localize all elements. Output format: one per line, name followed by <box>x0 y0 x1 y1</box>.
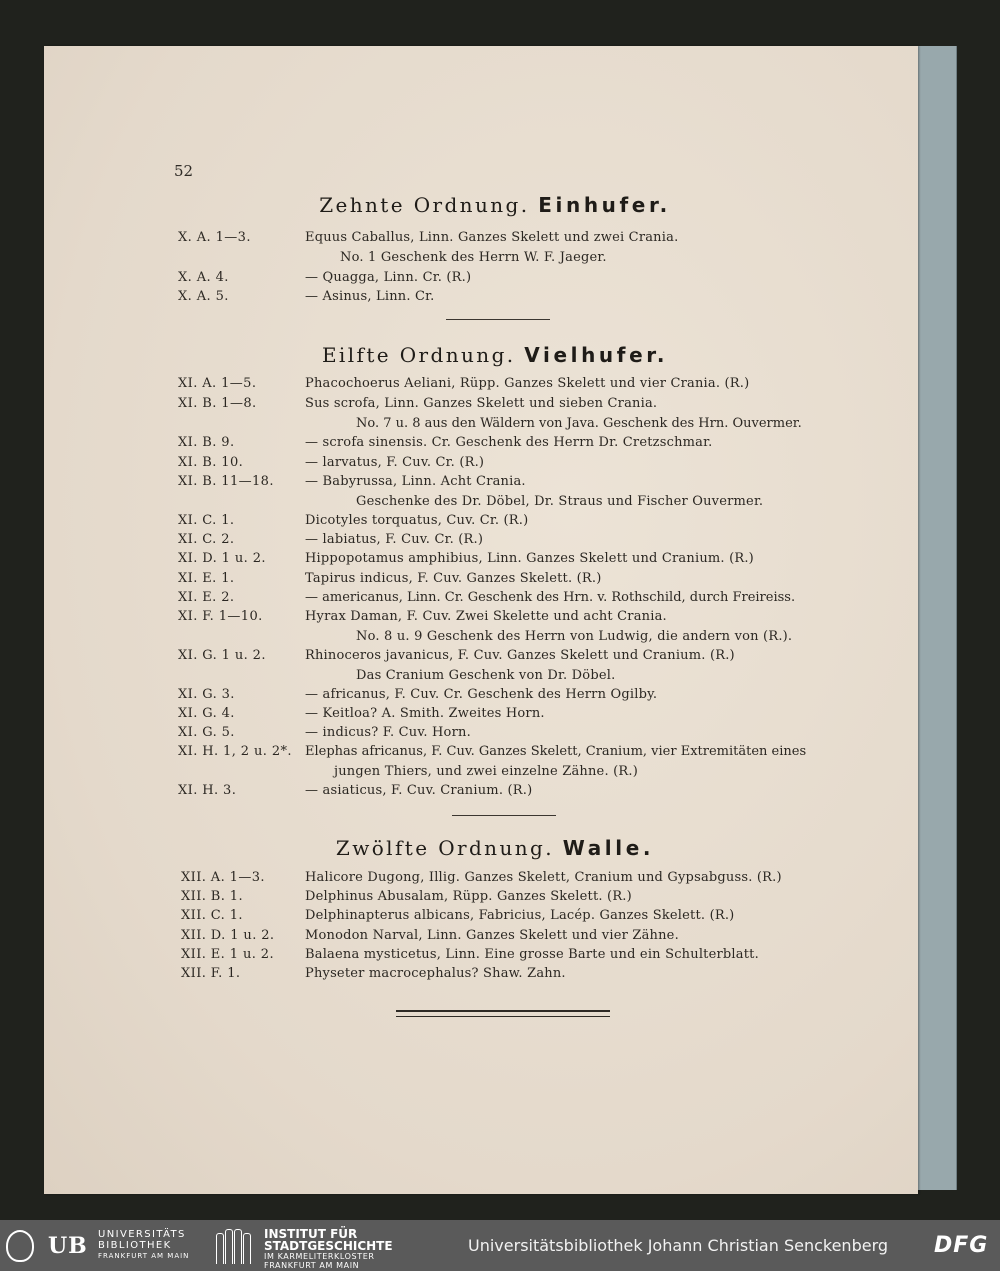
library-name: Universitätsbibliothek Johann Christian Senckenberg <box>468 1236 889 1255</box>
list-item <box>0 725 1000 745</box>
entry-code: XI. E. 1. <box>178 571 235 586</box>
entry-code: X. A. 4. <box>178 270 229 285</box>
entry-code: XI. A. 1—5. <box>178 376 257 391</box>
list-item <box>0 532 1000 552</box>
entry-text: Delphinapterus albicans, Fabricius, Lacép. Ganzes Skelett. (R.) <box>305 908 735 923</box>
list-item <box>0 396 1000 431</box>
list-item <box>0 889 1000 909</box>
list-item <box>0 870 1000 890</box>
entry-code: XI. D. 1 u. 2. <box>178 551 266 566</box>
entry-code: XI. B. 9. <box>178 435 235 450</box>
section-heading-zwoelfte <box>0 836 990 860</box>
entry-text: Halicore Dugong, Illig. Ganzes Skelett, Cranium und Gypsabguss. (R.) <box>305 870 782 885</box>
entry-code: XI. G. 1 u. 2. <box>178 648 266 663</box>
entry-code: XI. G. 3. <box>178 687 235 702</box>
list-item <box>0 455 1000 475</box>
entry-code: XI. B. 1—8. <box>178 396 257 411</box>
entry-text: — larvatus, F. Cuv. Cr. (R.) <box>305 455 485 470</box>
section-divider <box>446 319 550 320</box>
entry-code: XI. G. 5. <box>178 725 235 740</box>
entry-text: Hyrax Daman, F. Cuv. Zwei Skelette und acht Crania. <box>305 609 667 624</box>
list-item <box>0 376 1000 396</box>
list-item <box>0 230 1000 265</box>
ub-logo-text <box>98 1229 189 1262</box>
footer-bar <box>0 1220 1000 1271</box>
list-item <box>0 966 1000 986</box>
list-item <box>0 648 1000 683</box>
entry-continuation: jungen Thiers, und zwei einzelne Zähne. (R.) <box>334 764 638 779</box>
entry-code: XII. D. 1 u. 2. <box>181 928 275 943</box>
isg-line-1: INSTITUT FÜR <box>264 1227 358 1241</box>
entry-continuation: No. 7 u. 8 aus den Wäldern von Java. Geschenk des Hrn. Ouvermer. <box>356 416 802 431</box>
entry-text: Sus scrofa, Linn. Ganzes Skelett und sieben Crania. <box>305 396 658 411</box>
list-item <box>0 744 1000 779</box>
section-heading-prefix: Zwölfte Ordnung. <box>335 836 554 860</box>
isg-logo-text <box>264 1228 393 1270</box>
entry-text: Rhinoceros javanicus, F. Cuv. Ganzes Skelett und Cranium. (R.) <box>305 648 735 663</box>
entry-code: XII. C. 1. <box>181 908 243 923</box>
section-heading-name: Walle. <box>562 836 655 860</box>
list-item <box>0 908 1000 928</box>
entry-code: XI. B. 11—18. <box>178 474 274 489</box>
entry-code: XI. H. 1, 2 u. 2*. <box>178 744 292 759</box>
entry-code: XII. B. 1. <box>181 889 244 904</box>
entry-text: Tapirus indicus, F. Cuv. Ganzes Skelett. (R.) <box>305 571 602 586</box>
entry-text: Hippopotamus amphibius, Linn. Ganzes Skelett und Cranium. (R.) <box>305 551 754 566</box>
entry-continuation: Geschenke des Dr. Döbel, Dr. Straus und Fischer Ouvermer. <box>356 494 764 509</box>
entry-code: XI. C. 2. <box>178 532 235 547</box>
end-double-rule <box>396 1010 610 1017</box>
entry-text: Physeter macrocephalus? Shaw. Zahn. <box>305 966 566 981</box>
isg-line-4: FRANKFURT AM MAIN <box>264 1261 360 1270</box>
entry-code: X. A. 1—3. <box>178 230 251 245</box>
isg-arches-icon <box>214 1228 254 1264</box>
list-item <box>0 590 1000 610</box>
list-item <box>0 551 1000 571</box>
entry-code: XI. C. 1. <box>178 513 235 528</box>
entry-text: — labiatus, F. Cuv. Cr. (R.) <box>305 532 484 547</box>
list-item <box>0 435 1000 455</box>
page-number: 52 <box>174 162 194 180</box>
entry-continuation: No. 1 Geschenk des Herrn W. F. Jaeger. <box>340 250 607 265</box>
entry-text: Equus Caballus, Linn. Ganzes Skelett und zwei Crania. <box>305 230 679 245</box>
entry-continuation: Das Cranium Geschenk von Dr. Döbel. <box>356 668 616 683</box>
list-item <box>0 706 1000 726</box>
section-divider <box>452 815 556 816</box>
entry-text: — indicus? F. Cuv. Horn. <box>305 725 471 740</box>
entry-code: XI. G. 4. <box>178 706 235 721</box>
entry-code: XI. H. 3. <box>178 783 237 798</box>
ub-line-2: BIBLIOTHEK <box>98 1240 172 1251</box>
entry-code: XI. E. 2. <box>178 590 235 605</box>
section-heading-zehnte <box>0 193 990 217</box>
entry-text: Delphinus Abusalam, Rüpp. Ganzes Skelett. (R.) <box>305 889 632 904</box>
entry-code: XII. F. 1. <box>181 966 241 981</box>
list-item <box>0 270 1000 290</box>
entry-code: XII. A. 1—3. <box>181 870 265 885</box>
section-heading-name: Vielhufer. <box>524 343 669 367</box>
list-item <box>0 687 1000 707</box>
list-item <box>0 474 1000 509</box>
entry-continuation: No. 8 u. 9 Geschenk des Herrn von Ludwig, die andern von (R.). <box>356 629 793 644</box>
list-item <box>0 571 1000 591</box>
section-heading-prefix: Eilfte Ordnung. <box>321 343 516 367</box>
entry-code: XI. F. 1—10. <box>178 609 263 624</box>
entry-text: Monodon Narval, Linn. Ganzes Skelett und vier Zähne. <box>305 928 679 943</box>
entry-text: — Babyrussa, Linn. Acht Crania. <box>305 474 526 489</box>
isg-line-2: STADTGESCHICHTE <box>264 1239 393 1253</box>
ub-line-1: UNIVERSITÄTS <box>98 1229 186 1240</box>
entry-code: XI. B. 10. <box>178 455 244 470</box>
entry-text: Dicotyles torquatus, Cuv. Cr. (R.) <box>305 513 529 528</box>
section-heading-name: Einhufer. <box>538 193 671 217</box>
entry-text: — africanus, F. Cuv. Cr. Geschenk des Herrn Ogilby. <box>305 687 658 702</box>
entry-text: — asiaticus, F. Cuv. Cranium. (R.) <box>305 783 533 798</box>
dfg-logo: DFG <box>934 1233 989 1258</box>
isg-line-3: IM KARMELITERKLOSTER <box>264 1252 375 1261</box>
entry-text: — Asinus, Linn. Cr. <box>305 289 435 304</box>
section-heading-eilfte <box>0 343 990 367</box>
entry-text: Phacochoerus Aeliani, Rüpp. Ganzes Skelett und vier Crania. (R.) <box>305 376 750 391</box>
list-item <box>0 947 1000 967</box>
list-item <box>0 783 1000 803</box>
list-item <box>0 513 1000 533</box>
list-item <box>0 609 1000 644</box>
list-item <box>0 289 1000 309</box>
list-item <box>0 928 1000 948</box>
entry-code: X. A. 5. <box>178 289 229 304</box>
ub-line-3: FRANKFURT AM MAIN <box>98 1252 190 1260</box>
ub-seal-icon <box>6 1230 34 1262</box>
entry-text: — americanus, Linn. Cr. Geschenk des Hrn. v. Rothschild, durch Freireiss. <box>305 590 796 605</box>
entry-text: — Quagga, Linn. Cr. (R.) <box>305 270 472 285</box>
entry-code: XII. E. 1 u. 2. <box>181 947 274 962</box>
entry-text: — scrofa sinensis. Cr. Geschenk des Herrn Dr. Cretzschmar. <box>305 435 713 450</box>
ub-logo-letters: UB <box>48 1233 88 1259</box>
section-heading-prefix: Zehnte Ordnung. <box>319 193 530 217</box>
entry-text: — Keitloa? A. Smith. Zweites Horn. <box>305 706 545 721</box>
entry-text: Balaena mysticetus, Linn. Eine grosse Barte und ein Schulterblatt. <box>305 947 759 962</box>
entry-text: Elephas africanus, F. Cuv. Ganzes Skelett, Cranium, vier Extremitäten eines <box>305 744 807 759</box>
